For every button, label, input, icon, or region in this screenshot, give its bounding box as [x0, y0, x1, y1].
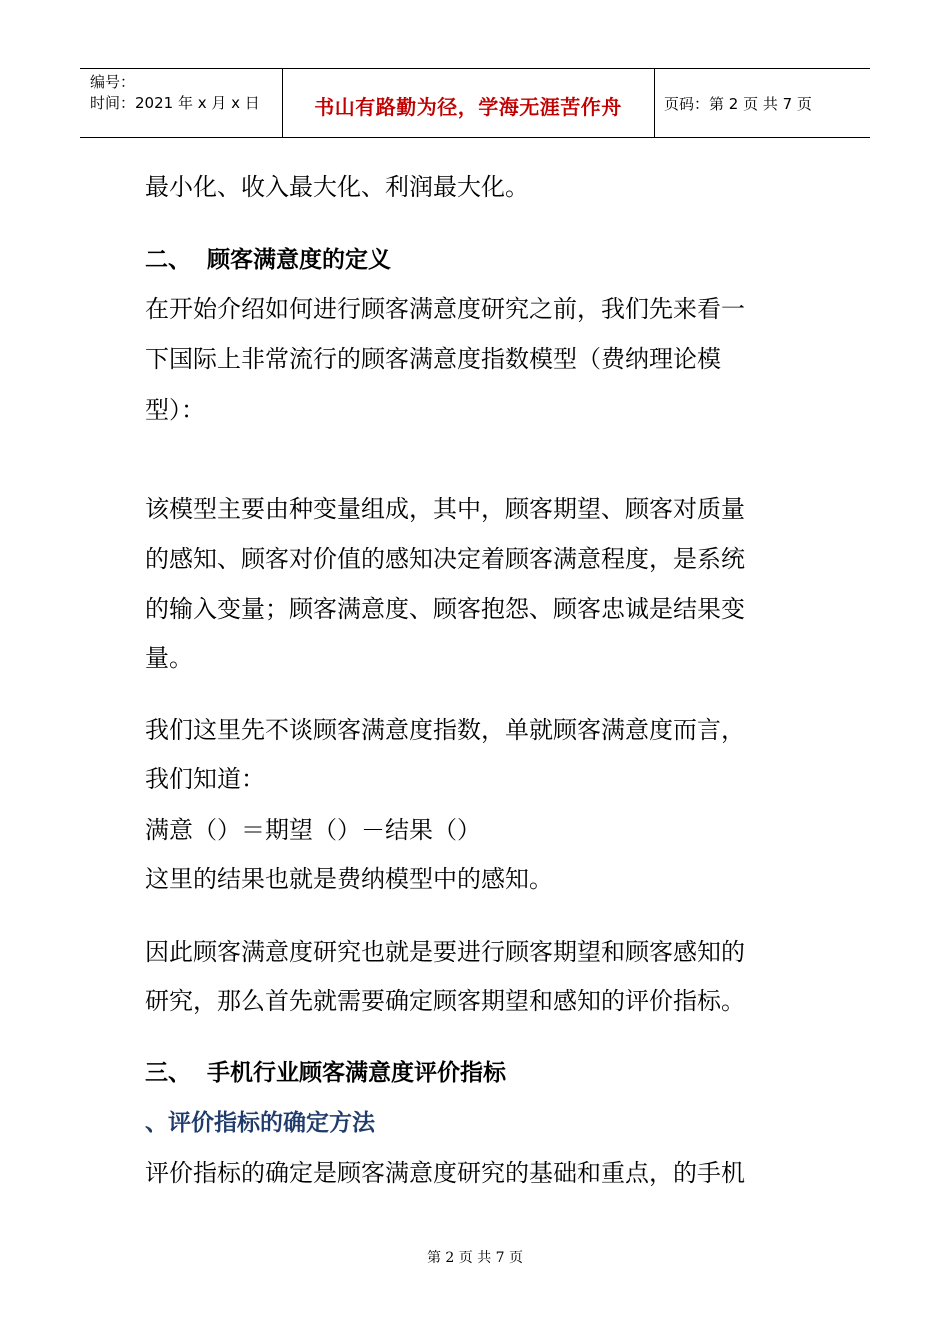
body-line: 型）：	[145, 396, 205, 424]
body-line: 的输入变量；顾客满意度、顾客抱怨、顾客忠诚是结果变	[145, 595, 745, 623]
body-line: 因此顾客满意度研究也就是要进行顾客期望和顾客感知的	[145, 938, 745, 966]
body-line: 下国际上非常流行的顾客满意度指数模型（费纳理论模	[145, 345, 721, 373]
header-motto: 书山有路勤为径，学海无涯苦作舟	[314, 95, 622, 119]
formula-line: 满意（）＝期望（）－结果（）	[145, 816, 481, 844]
body-line: 最小化、收入最大化、利润最大化。	[145, 173, 529, 201]
header-page-number: 页码：第 2 页 共 7 页	[664, 95, 812, 113]
body-line: 在开始介绍如何进行顾客满意度研究之前，我们先来看一	[145, 295, 745, 323]
section-heading-3	[145, 1060, 506, 1086]
body-line: 评价指标的确定是顾客满意度研究的基础和重点，的手机	[145, 1159, 745, 1187]
section-heading-2	[145, 247, 391, 273]
body-line: 该模型主要由种变量组成，其中，顾客期望、顾客对质量	[145, 495, 745, 523]
page-header	[80, 68, 870, 138]
section-number: 二、	[145, 247, 191, 273]
body-line: 量。	[145, 644, 193, 672]
subsection-heading: 、评价指标的确定方法	[145, 1110, 375, 1136]
body-line: 我们这里先不谈顾客满意度指数，单就顾客满意度而言，	[145, 716, 745, 744]
page-footer: 第 2 页 共 7 页	[426, 1250, 524, 1266]
header-meta	[90, 72, 260, 114]
body-line: 的感知、顾客对价值的感知决定着顾客满意程度，是系统	[145, 545, 745, 573]
header-divider	[654, 69, 655, 137]
section-number: 三、	[145, 1060, 191, 1086]
body-line: 我们知道：	[145, 765, 265, 793]
section-title: 手机行业顾客满意度评价指标	[207, 1060, 506, 1086]
section-title: 顾客满意度的定义	[207, 247, 391, 273]
document-number-label: 编号：	[90, 73, 136, 91]
document-date-label: 时间：2021 年 x 月 x 日	[90, 94, 260, 112]
body-line: 研究，那么首先就需要确定顾客期望和感知的评价指标。	[145, 987, 745, 1015]
body-line: 这里的结果也就是费纳模型中的感知。	[145, 865, 553, 893]
